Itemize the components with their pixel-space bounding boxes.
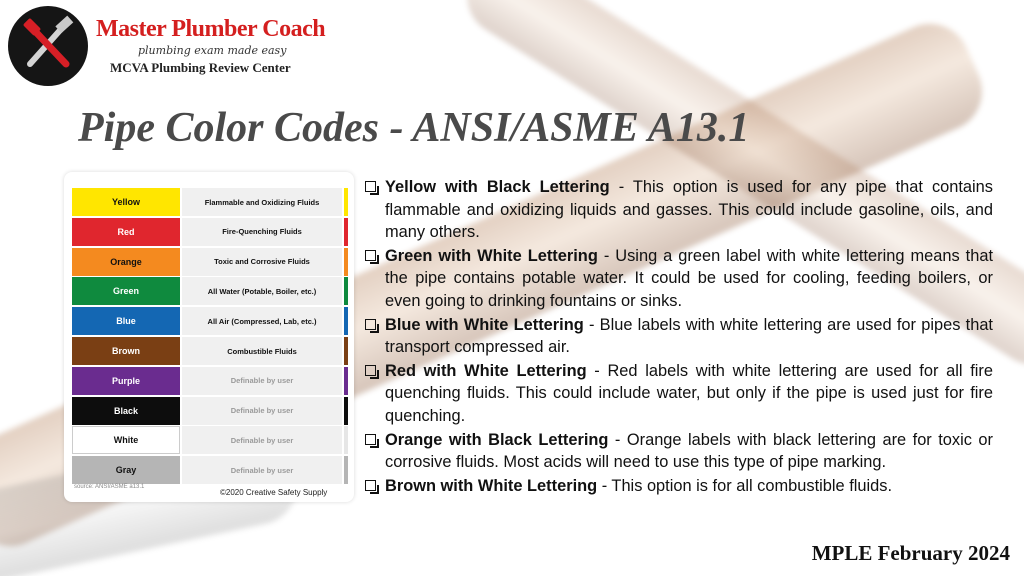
color-stub	[344, 456, 348, 484]
chart-source: source: ANSI/ASME a13.1	[74, 484, 145, 490]
chart-row	[72, 367, 348, 395]
bullet-heading: Green with White Lettering	[385, 246, 598, 265]
color-meaning: Flammable and Oxidizing Fluids	[182, 188, 342, 216]
color-stub	[344, 218, 348, 246]
checkbox-bullet-icon	[365, 365, 376, 376]
bullet-text: - Orange labels with black lettering are for toxic or corrosive fluids. Most acids will need to use this type of pipe marking.	[385, 430, 993, 472]
checkbox-bullet-icon	[365, 319, 376, 330]
color-meaning: Definable by user	[182, 456, 342, 484]
bullet-list	[363, 176, 993, 498]
bullet-item	[363, 475, 993, 498]
color-swatch: Green	[72, 277, 180, 305]
bullet-text: - This option is used for any pipe that contains flammable and oxidizing liquids and gasses. This could include gasoline, oils, and many others.	[385, 178, 993, 242]
color-swatch: Brown	[72, 337, 180, 365]
wrench-hammer-icon	[16, 14, 80, 78]
color-stub	[344, 367, 348, 395]
color-stub	[344, 337, 348, 365]
color-meaning: Definable by user	[182, 367, 342, 395]
bullet-item	[363, 314, 993, 359]
chart-row	[72, 218, 348, 246]
bullet-heading: Brown with White Lettering	[385, 476, 598, 495]
checkbox-bullet-icon	[365, 480, 376, 491]
chart-row	[72, 456, 348, 484]
checkbox-bullet-icon	[365, 434, 376, 445]
color-meaning: All Air (Compressed, Lab, etc.)	[182, 307, 342, 335]
page-title: Pipe Color Codes - ANSI/ASME A13.1	[78, 105, 750, 151]
checkbox-bullet-icon	[365, 181, 376, 192]
color-meaning: All Water (Potable, Boiler, etc.)	[182, 277, 342, 305]
color-swatch: Black	[72, 397, 180, 425]
color-swatch: White	[72, 426, 180, 454]
color-swatch: Purple	[72, 367, 180, 395]
color-stub	[344, 277, 348, 305]
color-swatch: Blue	[72, 307, 180, 335]
chart-row	[72, 307, 348, 335]
bullet-heading: Blue with White Lettering	[385, 315, 584, 334]
chart-row	[72, 397, 348, 425]
color-swatch: Gray	[72, 456, 180, 484]
color-meaning: Combustible Fluids	[182, 337, 342, 365]
brand-tagline: plumbing exam made easy	[138, 44, 287, 57]
color-stub	[344, 188, 348, 216]
bullet-heading: Yellow with Black Lettering	[385, 178, 610, 196]
footer-label: MPLE February 2024	[811, 541, 1010, 565]
color-swatch: Red	[72, 218, 180, 246]
bullet-heading: Red with White Lettering	[385, 361, 587, 380]
brand-subtitle: MCVA Plumbing Review Center	[110, 60, 291, 75]
bullet-item	[363, 360, 993, 428]
color-swatch: Orange	[72, 248, 180, 276]
color-stub	[344, 248, 348, 276]
bullet-text: - Blue labels with white lettering are used for pipes that transport compressed air.	[385, 315, 993, 357]
color-meaning: Definable by user	[182, 426, 342, 454]
color-stub	[344, 307, 348, 335]
color-stub	[344, 397, 348, 425]
checkbox-bullet-icon	[365, 250, 376, 261]
color-stub	[344, 426, 348, 454]
color-meaning: Toxic and Corrosive Fluids	[182, 248, 342, 276]
color-code-chart	[64, 172, 354, 502]
brand-title: Master Plumber Coach	[96, 16, 326, 42]
bullet-item	[363, 176, 993, 244]
bullet-text: - Using a green label with white lettering means that the pipe contains potable water. It could be used for cooling, feeding boilers, or even going to drinking fountains or sinks.	[385, 246, 993, 310]
chart-row	[72, 248, 348, 276]
color-swatch: Yellow	[72, 188, 180, 216]
bullet-text: - Red labels with white lettering are used for all fire quenching fluids. This could include water, but only if the pipe is used just for fire quenching.	[385, 361, 993, 425]
color-meaning: Fire-Quenching Fluids	[182, 218, 342, 246]
color-meaning: Definable by user	[182, 397, 342, 425]
bullet-heading: Orange with Black Lettering	[385, 430, 609, 449]
chart-row	[72, 188, 348, 216]
chart-credit: ©2020 Creative Safety Supply	[220, 488, 328, 497]
bullet-text: - This option is for all combustible fluids.	[597, 476, 893, 495]
bullet-item	[363, 429, 993, 474]
chart-row	[72, 337, 348, 365]
logo	[8, 6, 88, 86]
chart-row	[72, 277, 348, 305]
chart-row	[72, 426, 348, 454]
bullet-item	[363, 245, 993, 313]
